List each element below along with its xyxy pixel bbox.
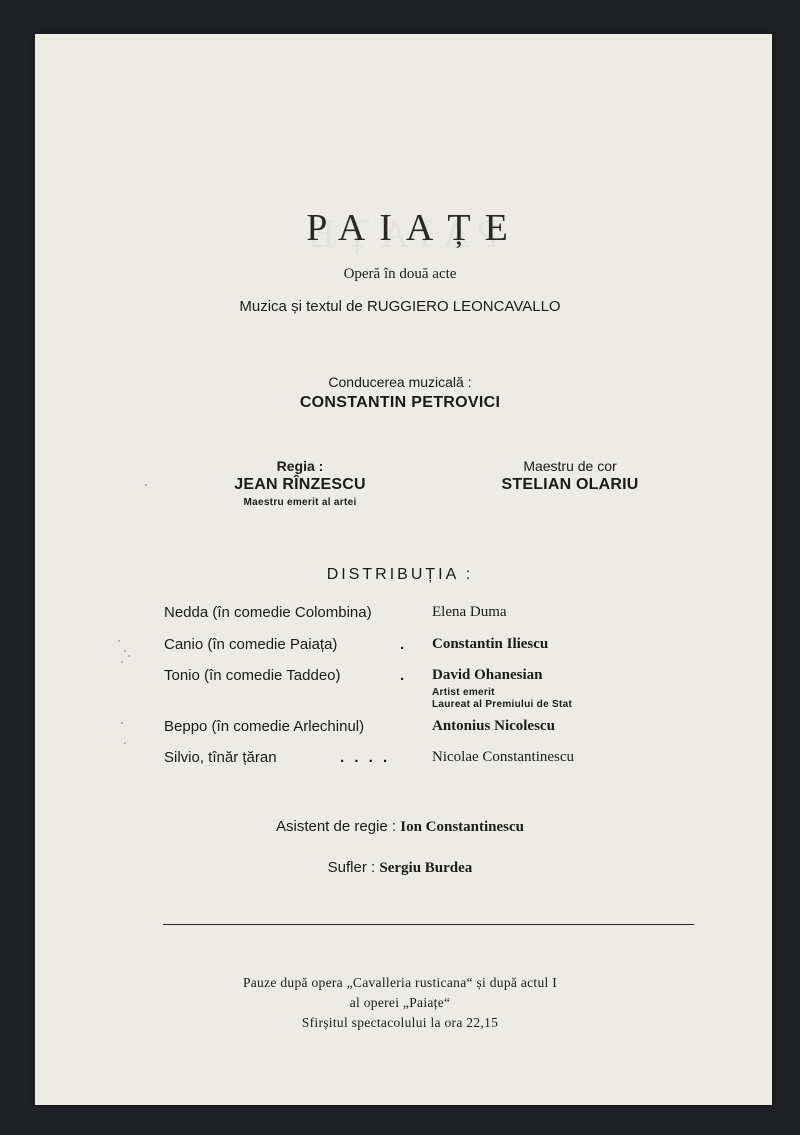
cast-role: Canio (în comedie Paiața) bbox=[164, 636, 338, 653]
assistant-director-line bbox=[0, 818, 800, 836]
cast-role: Silvio, tînăr țăran bbox=[164, 749, 277, 766]
cast-singer: Elena Duma bbox=[432, 604, 507, 620]
director-name: JEAN RÎNZESCU bbox=[234, 476, 366, 493]
chorus-master-name: STELIAN OLARIU bbox=[501, 476, 639, 493]
cast-singer: Antonius Nicolescu bbox=[432, 718, 555, 734]
assistant-director-label: Asistent de regie : bbox=[275, 818, 397, 835]
cast-leader-dots: . bbox=[400, 667, 405, 684]
cast-leader-dots: . bbox=[400, 636, 405, 653]
cast-role: Nedda (în comedie Colombina) bbox=[164, 604, 372, 621]
cast-singer: David Ohanesian bbox=[432, 667, 543, 683]
assistant-director-name: Ion Constantinescu bbox=[400, 819, 525, 835]
prompter-name: Sergiu Burdea bbox=[379, 860, 473, 876]
paper-speck bbox=[121, 661, 123, 663]
prompter-label: Sufler : bbox=[327, 859, 376, 876]
prompter-line bbox=[0, 859, 800, 877]
cast-role: Beppo (în comedie Arlechinul) bbox=[164, 718, 365, 735]
paper-speck bbox=[118, 640, 120, 642]
opera-title: PAIAȚE bbox=[306, 207, 522, 249]
cast-heading: DISTRIBUȚIA : bbox=[326, 566, 474, 583]
director-title: Maestru emerit al artei bbox=[243, 497, 357, 508]
conductor-name: CONSTANTIN PETROVICI bbox=[299, 394, 501, 411]
divider-rule bbox=[163, 924, 694, 925]
footer-line-2: al operei „Paiațe“ bbox=[349, 995, 451, 1010]
cast-singer: Constantin Iliescu bbox=[432, 636, 549, 652]
chorus-master-label: Maestru de cor bbox=[523, 458, 617, 474]
footer-line-1: Pauze după opera „Cavalleria rusticana“ și după actul I bbox=[242, 975, 558, 990]
singer-distinction: Artist emerit bbox=[432, 687, 495, 698]
director-block bbox=[185, 458, 415, 508]
paper-speck bbox=[128, 655, 130, 657]
singer-distinction: Laureat al Premiului de Stat bbox=[432, 699, 573, 710]
paper-speck bbox=[121, 722, 123, 724]
cast-singer: Nicolae Constantinescu bbox=[432, 749, 575, 765]
cast-role: Tonio (în comedie Taddeo) bbox=[164, 667, 341, 684]
paper-speck bbox=[124, 742, 126, 744]
conductor-label: Conducerea muzicală : bbox=[328, 374, 472, 390]
paper-speck bbox=[145, 484, 147, 486]
cast-leader-dots: . . . . bbox=[340, 749, 391, 766]
chorus-master-block bbox=[450, 458, 690, 494]
opera-authors: Muzica și textul de RUGGIERO LEONCAVALLO bbox=[239, 298, 561, 315]
footer-line-3: Sfirșitul spectacolului la ora 22,15 bbox=[301, 1015, 499, 1030]
paper-speck bbox=[124, 650, 126, 652]
director-label: Regia : bbox=[276, 458, 324, 474]
opera-subtitle: Operă în două acte bbox=[343, 266, 457, 282]
